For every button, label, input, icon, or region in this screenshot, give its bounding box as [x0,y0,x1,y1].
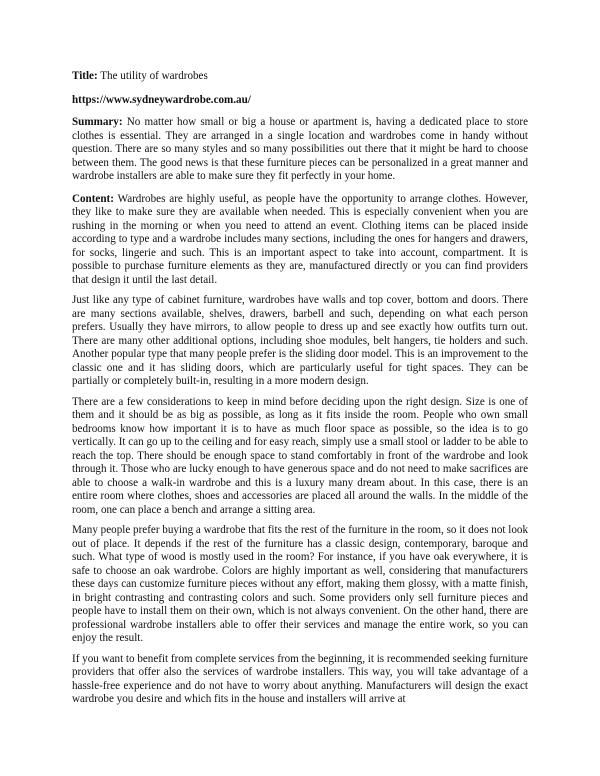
summary-paragraph [72,116,528,184]
title-text: The utility of wardrobes [100,70,208,82]
body-paragraph-4: If you want to benefit from complete services from the beginning, it is recommended seeking furniture providers that offer also the services of wardrobe installers. This way, you will take advantage of a hassle-free experience and do not have to worry about anything. Manufacturers will design the exact wardrobe you desire and which fits in the house and installers will arrive at [72,652,528,705]
content-text: Wardrobes are highly useful, as people have the opportunity to arrange clothes. However, they like to make sure they are available when needed. This is especially convenient when you are rushing in the morning or when you need to attend an event. Clothing items can be placed inside according to type and a wardrobe includes many sections, including the ones for hangers and drawers, for socks, lingerie and such. This is an important aspect to take into account, compartment. It is possible to purchase furniture elements as they are, manufactured directly or you can find providers that design it until the last detail. [72,192,529,286]
content-label: Content: [72,192,114,205]
summary-label: Summary: [72,116,123,128]
content-paragraph [72,193,528,288]
body-paragraph-2: There are a few considerations to keep in mind before deciding upon the right design. Size is one of them and it should be as big as possible, as long as it fits inside the room. People who own small bedrooms know how important it is to have as much floor space as possible, so the idea is to go vertically. It can go up to the ceiling and for easy reach, simply use a small stool or ladder to be able to reach the top. There should be enough space to stand comfortably in front of the wardrobe and look through it. Those who are lucky enough to have generous space and do not need to make sacrifices are able to choose a walk-in wardrobe and this is a luxury many dream about. In this case, there is an entire room where clothes, shoes and accessories are placed all around the walls. In the middle of the room, one can place a bench and arrange a sitting area. [72,395,528,516]
summary-text: No matter how small or big a house or apartment is, having a dedicated place to store clothes is essential. They are arranged in a single location and wardrobes come in handy without question. There are so many styles and so many possibilities out there that it might be hard to choose between them. The good news is that these furniture pieces can be personalized in a great manner and wardrobe installers are able to make sure they fit perfectly in your home. [72,116,528,182]
title-label: Title: [72,70,98,82]
source-url: https://www.sydneywardrobe.com.au/ [72,93,251,106]
title-line [72,70,528,84]
document-page [72,70,528,714]
body-paragraph-1: Just like any type of cabinet furniture, wardrobes have walls and top cover, bottom and doors. There are many sections available, shelves, drawers, barbell and such, depending on what each person prefers. Usually they have mirrors, to allow people to dress up and see exactly how outfits turn out. There are many other additional options, including shoe modules, belt hangers, tie holders and such. Another popular type that many people prefer is the sliding door model. This is an improvement to the classic one and it has sliding doors, which are particularly useful for tight spaces. They can be partially or completely built-in, resulting in a more modern design. [72,294,528,387]
body-paragraph-3: Many people prefer buying a wardrobe that fits the rest of the furniture in the room, so it does not look out of place. It depends if the rest of the furniture has a classic design, contemporary, baroque and such. What type of wood is mostly used in the room? For instance, if you have oak everywhere, it is safe to choose an oak wardrobe. Colors are highly important as well, considering that manufacturers these days can customize furniture pieces without any effort, making them glossy, with a matte finish, in bright contrasting and contrasting colors and such. Some providers only sell furniture pieces and people have to install them on their own, which is not always convenient. On the other hand, there are professional wardrobe installers able to offer their services and manage the entire work, so you can enjoy the result. [72,524,528,644]
